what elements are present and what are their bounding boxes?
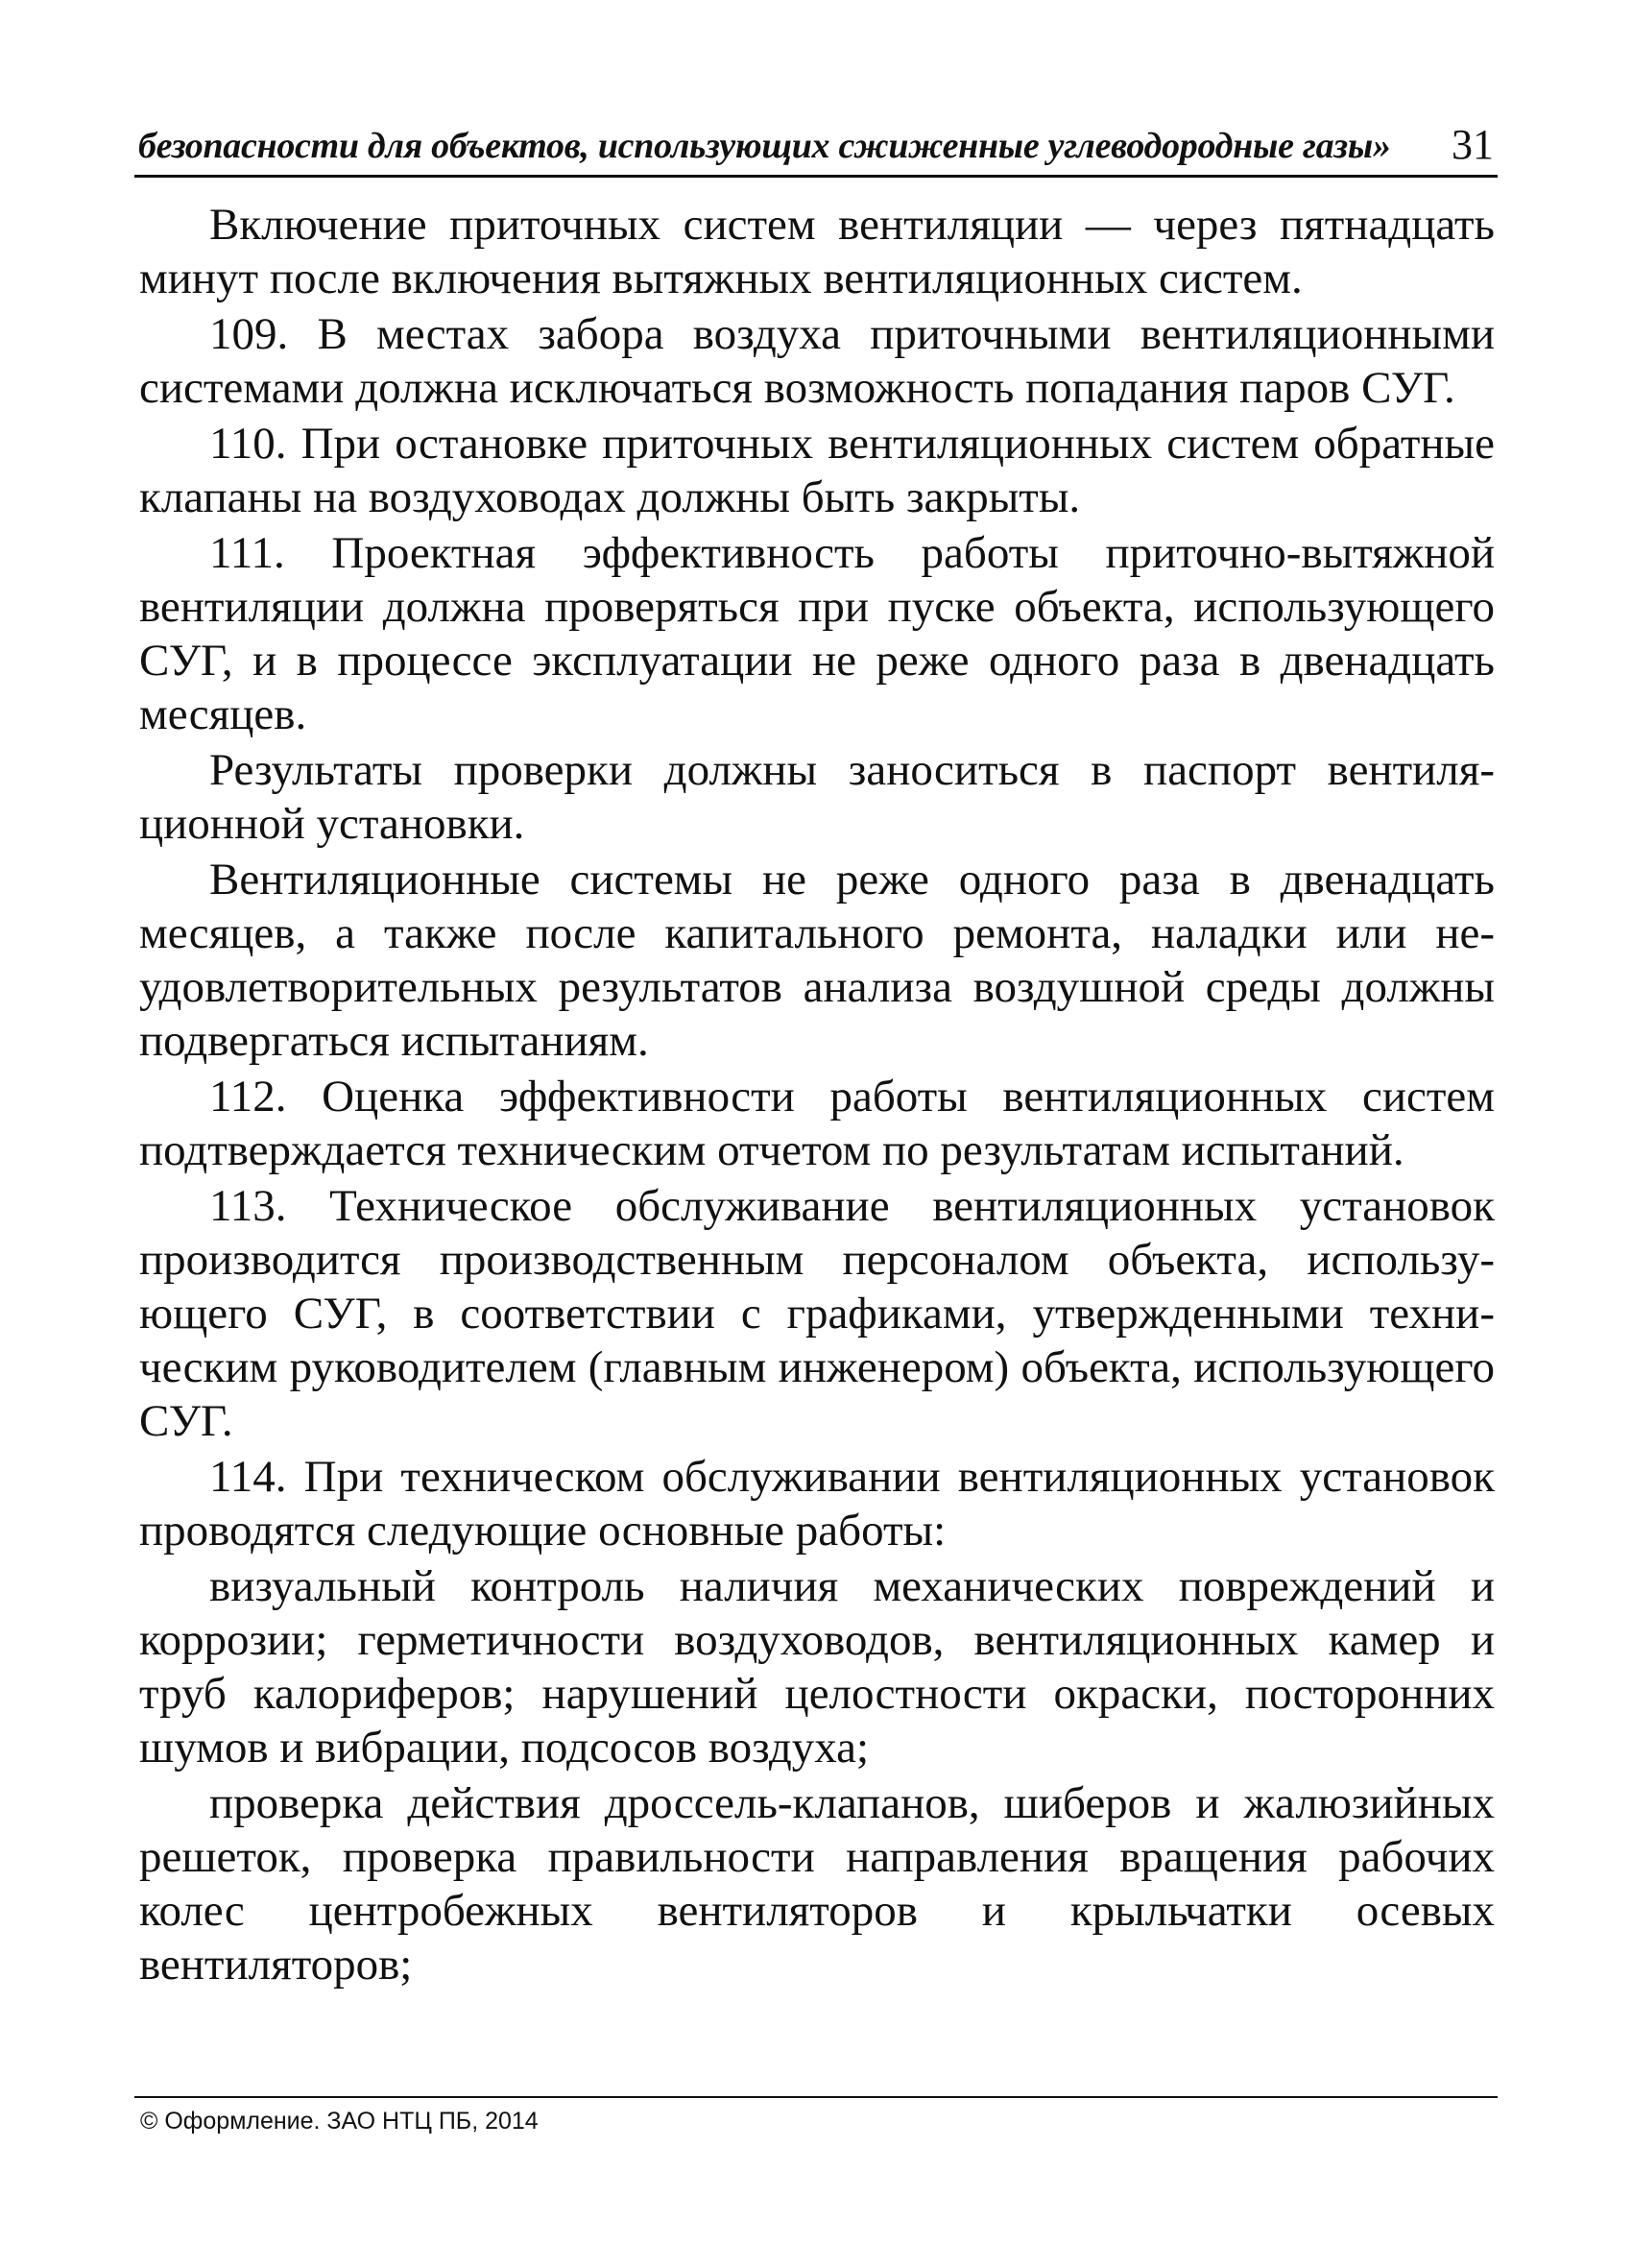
paragraph-114: 114. При техническом обслуживании вентиляционных установок проводятся следующие основные работы: — [139, 1452, 1495, 1556]
paragraph-testing: Вентиляционные системы не реже одного раза в двенадцать месяцев, а также после капитального ремонта, наладки или неудовлетворительных результатов анализа воздушной среды должны подвергаться испытаниям. — [139, 855, 1495, 1066]
paragraph-valve-check: проверка действия дроссель-клапанов, шиберов и жалюзийных решеток, проверка правильности направления вращения рабочих колес центробежных вентиляторов и крыльчатки осевых вентиляторов; — [139, 1778, 1495, 1990]
running-header-title: безопасности для объектов, использующих сжиженные углеводородные газы» — [138, 126, 1391, 166]
body-text — [139, 198, 1495, 1993]
paragraph-112: 112. Оценка эффективности работы вентиляционных систем подтверждается техническим отчетом по результатам испытаний. — [139, 1072, 1495, 1175]
paragraph-110: 110. При остановке приточных вентиляционных систем обратные клапаны на воздуховодах должны быть закрыты. — [139, 419, 1495, 522]
paragraph-113: 113. Техническое обслуживание вентиляционных установок производится производственным персоналом объекта, использующего СУГ, в соответствии с графиками, утвержденными техническим руководителем (главным инженером) объекта, использующего СУГ. — [139, 1181, 1495, 1446]
running-header — [134, 121, 1498, 178]
footer-divider — [134, 2096, 1498, 2098]
paragraph-111: 111. Проектная эффективность работы приточно-вытяжной вентиляции должна проверяться при пуске объекта, использующего СУГ, и в процессе эксплуатации не реже одного раза в двенадцать месяцев. — [139, 528, 1495, 739]
paragraph-109: 109. В местах забора воздуха приточными вентиляционными системами должна исключаться возможность попадания паров СУГ. — [139, 309, 1495, 413]
footer-copyright: © Оформление. ЗАО НТЦ ПБ, 2014 — [140, 2108, 539, 2135]
page-number: 31 — [1452, 121, 1494, 168]
paragraph-intake-delay: Включение приточных систем вентиляции — через пятнадцать минут после включения вытяжных вентиляционных систем. — [139, 200, 1495, 303]
paragraph-visual-inspection: визуальный контроль наличия механических повреждений и коррозии; герметичности воздуховодов, вентиляционных камер и труб калориферов; нарушений целостности окраски, посторонних шумов и вибрации, подсосов воздуха; — [139, 1561, 1495, 1773]
paragraph-results-passport: Результаты проверки должны заноситься в паспорт вентиляционной установки. — [139, 745, 1495, 849]
